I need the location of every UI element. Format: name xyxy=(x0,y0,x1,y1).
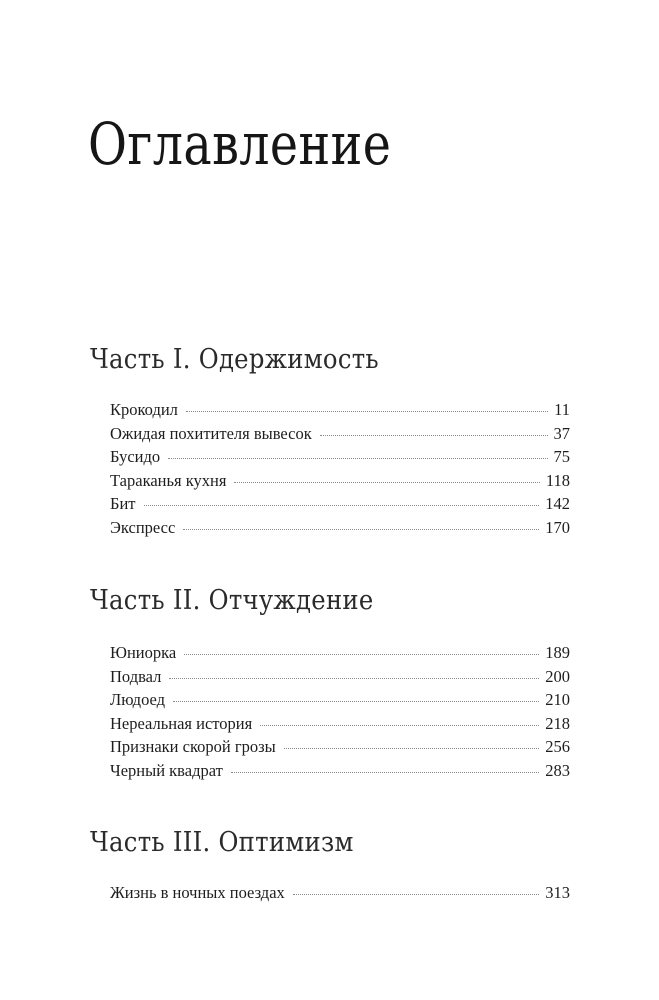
toc-list xyxy=(110,643,570,785)
toc-entry-title: Черный квадрат xyxy=(110,760,223,780)
dot-leader xyxy=(234,482,539,483)
part-heading: Часть III. Оптимизм xyxy=(90,827,354,858)
toc-entry[interactable] xyxy=(110,447,570,471)
toc-entry-title: Нереальная история xyxy=(110,713,253,733)
toc-entry-title: Признаки скорой грозы xyxy=(110,737,276,757)
toc-entry-page: 218 xyxy=(545,713,570,733)
toc-entry-title: Бит xyxy=(110,494,136,514)
dot-leader xyxy=(186,411,548,412)
dot-leader xyxy=(231,772,539,773)
toc-entry[interactable] xyxy=(110,494,570,518)
toc-entry-title: Жизнь в ночных поездах xyxy=(110,883,285,902)
toc-entry-title: Людоед xyxy=(110,690,166,710)
dot-leader xyxy=(320,435,548,436)
toc-entry-page: 189 xyxy=(545,643,570,662)
page-title: Оглавление xyxy=(88,110,392,178)
dot-leader xyxy=(173,701,539,702)
toc-entry-title: Крокодил xyxy=(110,400,178,419)
toc-entry[interactable] xyxy=(110,518,570,542)
toc-entry-title: Бусидо xyxy=(110,447,161,467)
toc-entry[interactable] xyxy=(110,424,570,448)
toc-entry[interactable] xyxy=(110,667,570,691)
toc-entry-page: 170 xyxy=(545,517,570,537)
toc-entry-page: 210 xyxy=(545,690,570,710)
toc-entry-page: 313 xyxy=(545,883,570,902)
toc-entry-title: Подвал xyxy=(110,666,162,686)
toc-entry[interactable] xyxy=(110,737,570,761)
part-heading: Часть I. Одержимость xyxy=(90,344,379,375)
toc-entry[interactable] xyxy=(110,883,570,907)
toc-entry[interactable] xyxy=(110,690,570,714)
dot-leader xyxy=(169,678,539,679)
part-heading: Часть II. Отчуждение xyxy=(90,585,374,616)
toc-entry[interactable] xyxy=(110,643,570,667)
toc-entry[interactable] xyxy=(110,400,570,424)
toc-entry[interactable] xyxy=(110,761,570,785)
toc-entry[interactable] xyxy=(110,714,570,738)
toc-list xyxy=(110,883,570,907)
dot-leader xyxy=(168,458,547,459)
toc-entry-title: Ожидая похитителя вывесок xyxy=(110,423,312,443)
toc-entry-page: 200 xyxy=(545,666,570,686)
toc-entry-page: 283 xyxy=(545,760,570,780)
toc-entry-title: Юниорка xyxy=(110,643,177,662)
toc-entry-page: 11 xyxy=(554,400,570,419)
toc-entry[interactable] xyxy=(110,471,570,495)
toc-entry-page: 118 xyxy=(545,470,570,490)
toc-entry-page: 256 xyxy=(545,737,570,757)
dot-leader xyxy=(284,748,540,749)
dot-leader xyxy=(184,654,539,655)
toc-entry-title: Экспресс xyxy=(110,517,176,537)
dot-leader xyxy=(260,725,539,726)
toc-entry-title: Тараканья кухня xyxy=(110,470,227,490)
toc-entry-page: 75 xyxy=(553,447,570,467)
toc-list xyxy=(110,400,570,542)
dot-leader xyxy=(293,894,539,895)
toc-entry-page: 142 xyxy=(545,494,570,514)
dot-leader xyxy=(144,505,540,506)
toc-entry-page: 37 xyxy=(553,423,570,443)
dot-leader xyxy=(183,529,539,530)
